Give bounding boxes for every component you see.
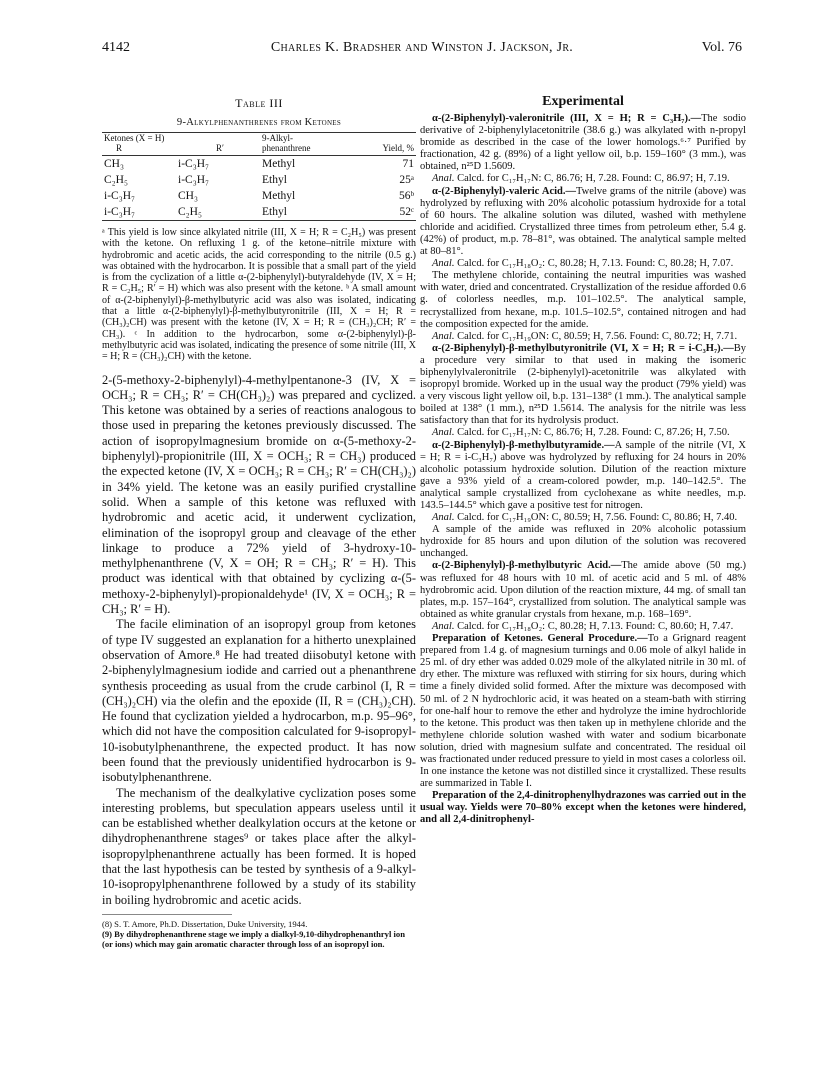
experimental-paragraph xyxy=(420,343,746,428)
paragraph-text: Calcd. for C₁₇H₁₉ON: C, 80.59; H, 7.56. Found: C, 80.72; H, 7.71. xyxy=(454,330,738,342)
header-yield: Yield, % xyxy=(353,133,416,156)
paragraph-lead: Anal. xyxy=(432,173,455,185)
paragraph-text: A sample of the amide was refluxed in 20% alcoholic potassium hydroxide for 85 hours and upon dilution of the solution was recovered unchanged. xyxy=(420,524,746,560)
experimental-paragraph xyxy=(420,440,746,513)
paragraph-text: Calcd. for C₁₇H₁₈O₂: C, 80.28; H, 7.13. Found: C, 80.28; H, 7.07. xyxy=(454,258,734,270)
experimental-paragraph xyxy=(420,512,746,524)
paragraph-lead: Anal. xyxy=(432,512,455,524)
paragraph-text: was carried out in the usual way. Yields were 70–80% except when the ketones were hindered, and all 2,4-dinitrophenyl- xyxy=(420,790,746,826)
paragraph-lead: Preparation of Ketones. General Procedure.— xyxy=(432,633,648,645)
header-ketones: Ketones (X = H) R R′ xyxy=(102,133,260,156)
paragraph-lead: Anal. xyxy=(432,427,455,439)
paragraph-text: To a Grignard reagent prepared from 1.4 g. of magnesium turnings and 0.06 mole of alkyl halide in 25 ml. of dry ether was added 0.029 mole of the alkylated nitrile in 30 ml. of dry ether. The mixture was refluxed with stirring for six hours, during which time a finely divided solid formed. After the mixture was decomposed with 50 ml. of 2 N hydrochloric acid, it was heated on a steam-bath with stirring for one-half hour to remove the ether and hydrolyze the imine hydrochloride to the ketone. This product was then taken up in methylene chloride and the methylene chloride solution washed with water and sodium bicarbonate solution, dried with magnesium sulfate and concentrated. The residual oil was fractionated under reduced pressure to yield in most cases a colorless oil. In one instance the ketone was not distilled since it crystallized. These results are summarized in Table I. xyxy=(420,633,746,790)
left-body-text xyxy=(102,373,416,908)
alkylphenanthrene-table xyxy=(102,132,416,221)
experimental-paragraph xyxy=(420,270,746,330)
paragraph-lead: α-(2-Biphenylyl)-valeronitrile (III, X = H; R = C₃H₇).— xyxy=(432,113,702,124)
right-column xyxy=(420,94,746,827)
paragraph-text: A sample of the nitrile (VI, X = H; R = i-C₃H₇) above was hydrolyzed by refluxing for 24 hours in 20% alcoholic potassium hydroxide solution. Dilution of the reaction mixture gave a 93% yield of a cream-colored powder, m.p. 140–142.5°. The analytical sample crystallized from cyclohexane as white needles, m.p. 143.5–144.5° which gave a positive test for nitrogen. xyxy=(420,439,746,511)
table-header-row xyxy=(102,133,416,156)
paragraph-text: The sodio derivative of 2-biphenylylacetonitrile (38.6 g.) was alkylated with n-propyl bromide as described in the case of the lower homologs.⁶·⁷ Purified by fractionation, 42 g. (89%) of a light yellow oil, b.p. 159–160° (3 mm.), was obtained, n²⁵D 1.5609. xyxy=(420,113,747,173)
experimental-paragraph xyxy=(420,790,746,826)
paragraph-text: Calcd. for C₁₇H₁₈O₂: C, 80.28; H, 7.13. Found: C, 80.60; H, 7.47. xyxy=(454,620,734,632)
paragraph-text: Calcd. for C₁₇H₁₉ON: C, 80.59; H, 7.56. Found: C, 80.86; H, 7.40. xyxy=(454,512,738,524)
table-row: CH₃ i-C₃H₇ Methyl 71 xyxy=(104,158,414,170)
paragraph-lead: α-(2-Biphenylyl)-valeric Acid.— xyxy=(432,185,576,197)
page-number: 4142 xyxy=(102,40,130,55)
body-paragraph: 2-(5-methoxy-2-biphenylyl)-4-methylpentanone-3 (IV, X = OCH₃; R = CH₃; R′ = CH(CH₃)₂) was prepared and cyclized. This ketone was obtained by a series of reactions analogous to those used in preparing the ketones previously discussed. The action of isopropylmagnesium bromide on α-(5-methoxy-2-biphenylyl)-propionitrile (III, X = OCH₃; R = CH₃) produced the expected ketone (IV, X = OCH₃; R = CH₃; R′ = CH(CH₃)₂) in 34% yield. The ketone was an easily purified crystalline solid. When a sample of this ketone was refluxed with hydrobromic and acetic acid, it underwent cyclization, elimination of the isopropyl group and cleavage of the ether linkage to produce a 72% yield of 3-hydroxy-10-methylphenanthrene (V, X = OH; R = CH₃; R′ = H). This product was identical with that obtained by cyclizing α-(5-methoxy-2-biphenylyl)-propionaldehyde¹ (IV, X = OCH₃; R = CH₃; R′ = H). xyxy=(102,372,416,617)
table-footnotes: ᵃ This yield is low since alkylated nitrile (III, X = H; R = C₂H₅) was present with the ketone. On refluxing 1 g. of the ketone–nitrile mixture with hydrobromic and acetic acids, the acid corresponding to the nitrile (0.5 g.) was obtained with the hydrocarbon. It is possible that a small part of the yield is from the cyclization of a little α-(2-biphenylyl)-butyraldehyde (IV, X = H; R = C₂H₅; R′ = H) which was also present with the ketone. ᵇ A small amount of α-(2-biphenylyl)-β-methylbutyric acid was also was isolated, indicating that a little α-(2-biphenylyl)-β-methylbutyronitrile (III, X = H; R = (CH₃)₂CH) was present with the ketone (IV, X = H; R = (CH₃)₂CH; R′ = CH₃). ᶜ In addition to the hydrocarbon, some α-(2-biphenylyl)-β-methylbutyric acid was isolated, indicating the presence of some nitrile (III, X = H; R = (CH₃)₂CH) with the ketone. xyxy=(102,227,416,363)
table-row: i-C₃H₇ CH₃ Methyl 56ᵇ xyxy=(104,190,414,202)
volume-label: Vol. 76 xyxy=(701,40,742,55)
footnote-references xyxy=(102,914,405,949)
paragraph-lead: Anal. xyxy=(432,330,455,342)
paragraph-text: The amide above (50 mg.) was refluxed for 48 hours with 10 ml. of acetic acid and 5 ml. of 48% hydrobromic acid. Upon dilution of the reaction mixture, 44 mg. of small tan plates, m.p. 157–164°, crystallized from solution. The analytical sample was obtained as white granular crystals from hexane, m.p. 168–169°. xyxy=(420,560,746,620)
left-column xyxy=(102,94,416,949)
experimental-paragraph xyxy=(420,524,746,560)
experimental-paragraph xyxy=(420,621,746,633)
experimental-paragraph xyxy=(420,331,746,343)
experimental-paragraph xyxy=(420,113,746,173)
paragraph-lead: α-(2-Biphenylyl)-β-methylbutyric Acid.— xyxy=(432,560,622,572)
paragraph-lead: Anal. xyxy=(432,258,455,270)
experimental-paragraph xyxy=(420,427,746,439)
experimental-heading: Experimental xyxy=(542,94,624,109)
paragraph-lead: α-(2-Biphenylyl)-β-methylbutyronitrile (VI, X = H; R = i-C₃H₇).— xyxy=(432,342,734,354)
paragraph-lead: Anal. xyxy=(432,620,455,632)
page-header xyxy=(102,40,742,60)
paragraph-lead: α-(2-Biphenylyl)-β-methylbutyramide.— xyxy=(432,439,615,451)
header-alkyl: 9-Alkyl- phenanthrene xyxy=(260,133,353,156)
paragraph-text: By a procedure very similar to that used in making the isomeric biphenylylvaleronitrile (2-biphenylyl)-acetonitrile was alkylated with isopropyl bromide. Worked up in the usual way the product (79% yield) was a very viscous light yellow oil, b.p. 131–138° (1 mm.). The analytical sample boiled at 138° (1 mm.), n²⁵D 1.5614. The analysis for the nitrile was less satisfactory than that for its hydrolysis product. xyxy=(420,342,746,427)
experimental-body xyxy=(420,113,746,827)
reference-9: (9) By dihydrophenanthrene stage we imply a dialkyl-9,10-dihydrophenanthryl ion (or ions) which may gain aromatic character through loss of an isopropyl ion. xyxy=(102,928,405,949)
experimental-paragraph xyxy=(420,633,746,790)
experimental-paragraph xyxy=(420,560,746,620)
paragraph-text: The methylene chloride, containing the neutral impurities was washed with water, dried and concentrated. Crystallization of the residue afforded 0.6 g. of colorless needles, m.p. 101–102.5°. The analytical sample, recrystallized from hexane, m.p. 101.5–102.5°, contained nitrogen and had the composition expected for the amide. xyxy=(420,270,746,330)
body-paragraph: The mechanism of the dealkylative cyclization poses some interesting problems, but speculation appears useless until it can be established whether dealkylation occurs at the ketone or dihydrophenanthrene stages⁹ or takes place after the alkyl-isopropylphenanthrene actually has been formed. It is hoped that the last hypothesis can be tested by synthesis of a 9-alkyl-10-isopropylphenanthrene followed by a study of its stability in boiling hydrobromic and acetic acids. xyxy=(102,785,416,907)
paragraph-text: Twelve grams of the nitrile (above) was hydrolyzed by refluxing with 20% alcoholic potassium hydroxide for a total of 60 hours. The alkaline solution was diluted, washed with methylene chloride and acidified. Crystallized three times from petroleum ether, 5.4 g. (42%) of product, m.p. 78–81°, was obtained. The analytical sample melted at 80–81°. xyxy=(420,185,746,258)
experimental-paragraph xyxy=(420,258,746,270)
table-title: Table III xyxy=(235,96,283,110)
table-row: i-C₃H₇ C₂H₅ Ethyl 52ᶜ xyxy=(102,204,416,221)
experimental-paragraph xyxy=(420,173,746,185)
paragraph-lead: Preparation of the 2,4-dinitrophenylhydrazones xyxy=(432,790,646,802)
body-paragraph: The facile elimination of an isopropyl group from ketones of type IV suggested an explanation for a hitherto unexplained observation of Amore.⁸ He had treated diisobutyl ketone with 2-biphenylylmagnesium iodide and carried out a phenanthrene synthesis proceeding as usual from the crude carbinol (I, R = (CH₃)₂CH) via the olefin and the epoxide (II, R = (CH₃)₂CH). He found that cyclization yielded a hydrocarbon, m.p. 95–96°, which did not have the composition calculated for 9-isopropyl-10-isobutylphenanthrene, the expected product. It has now been found that the previously unidentified hydrocarbon is 9-isobutylphenanthrene. xyxy=(102,617,416,785)
paragraph-text: Calcd. for C₁₇H₁₇N: C, 86.76; H, 7.28. Found: C, 87.26; H, 7.50. xyxy=(454,427,730,439)
reference-8: (8) S. T. Amore, Ph.D. Dissertation, Duke University, 1944. xyxy=(102,918,308,929)
experimental-paragraph xyxy=(420,186,746,259)
table-subtitle: 9-Alkylphenanthrenes from Ketones xyxy=(176,117,342,128)
table-row: C₂H₅ i-C₃H₇ Ethyl 25ᵃ xyxy=(104,174,414,186)
paragraph-text: Calcd. for C₁₇H₁₇N: C, 86.76; H, 7.28. Found: C, 86.97; H, 7.19. xyxy=(454,173,730,185)
running-authors: Charles K. Bradsher and Winston J. Jackson, Jr. xyxy=(270,40,574,55)
